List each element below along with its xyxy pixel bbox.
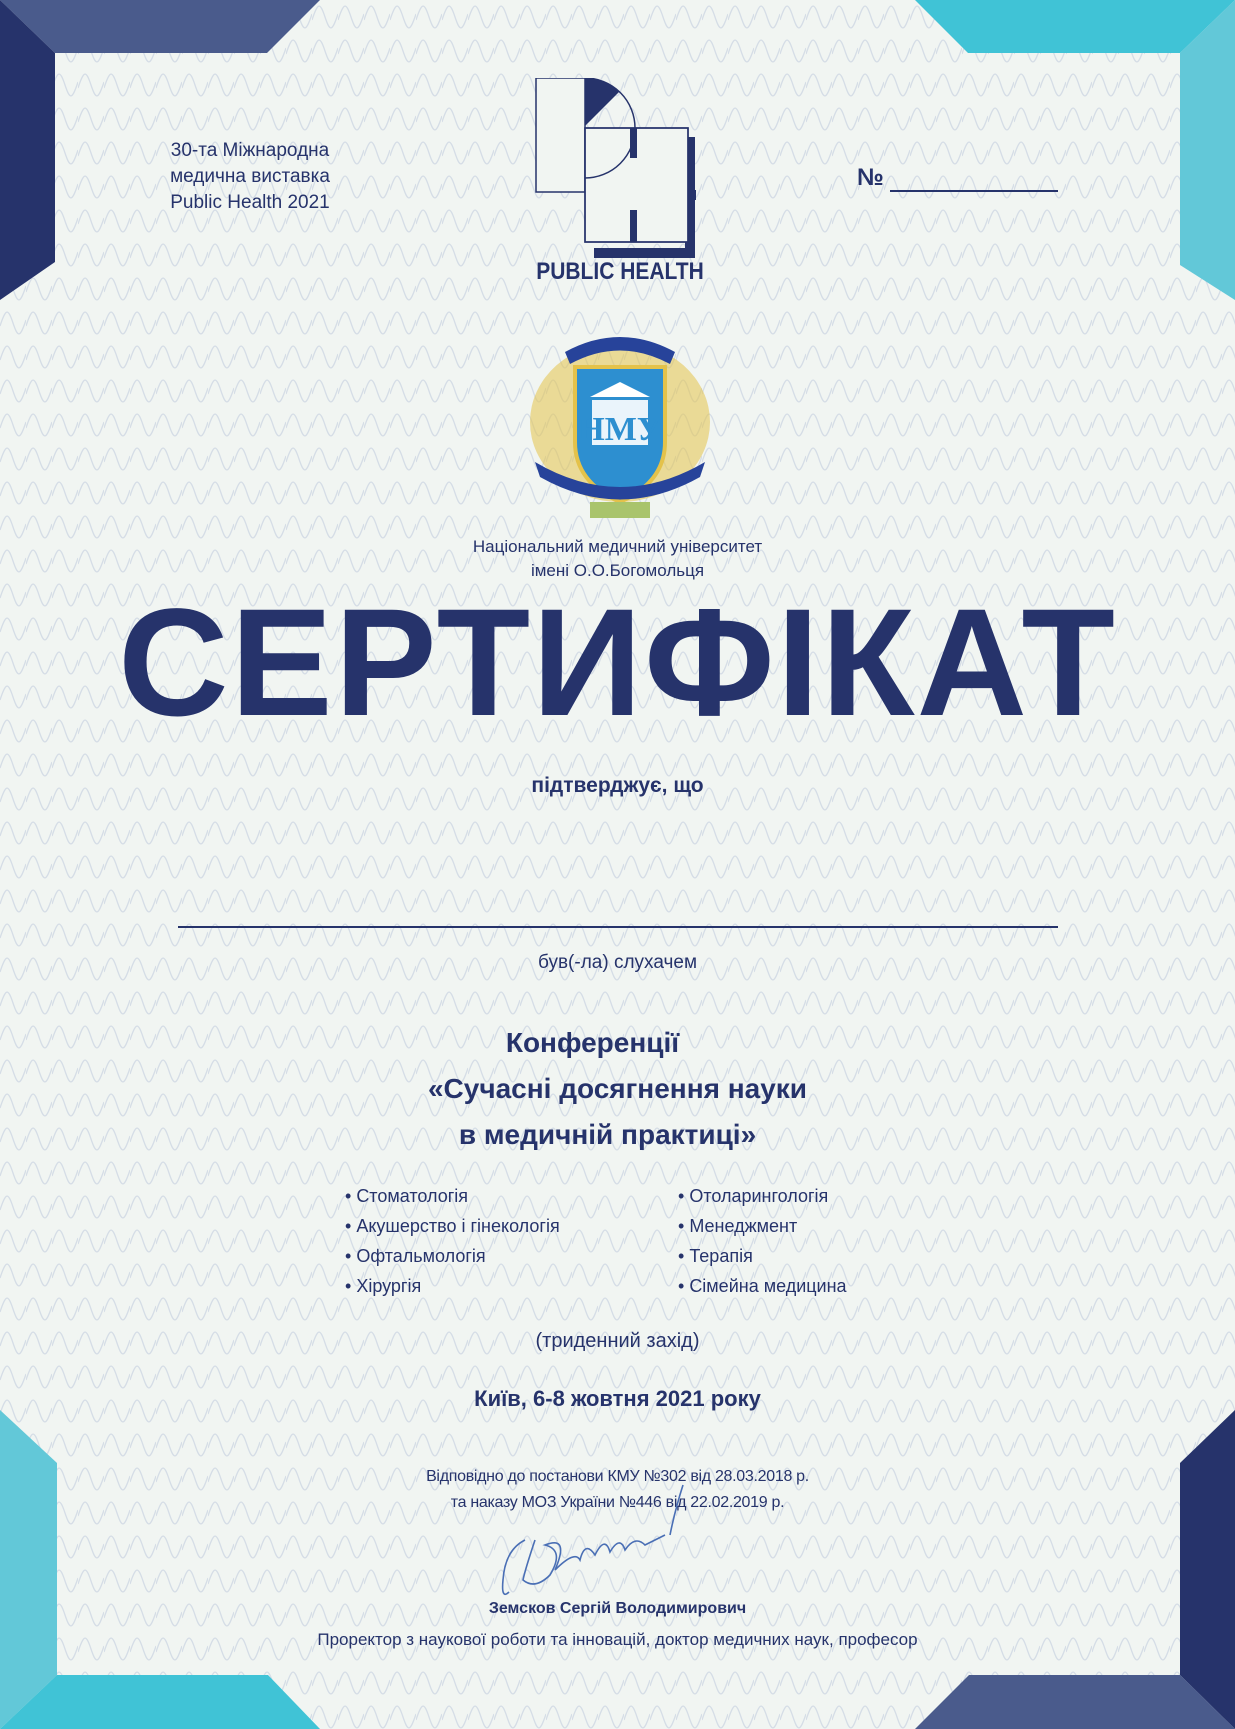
- regulation-line: Відповідно до постанови КМУ №302 від 28.03.2018 р.: [426, 1468, 809, 1485]
- university-name-line: Національний медичний університет: [472, 537, 763, 556]
- topic-item: • Сімейна медицина: [678, 1271, 847, 1301]
- signer-name: Земсков Сергій Володимирович: [488, 1600, 747, 1617]
- topic-item: • Акушерство і гінекологія: [345, 1211, 560, 1241]
- certificate-title: СЕРТИФІКАТ: [118, 577, 1117, 748]
- svg-text:НМУ: НМУ: [578, 411, 662, 448]
- conference-line: Конференції: [505, 1027, 680, 1058]
- university-name-line: імені О.О.Богомольця: [530, 561, 705, 580]
- event-line: Public Health 2021: [170, 192, 330, 213]
- public-health-logo: [535, 78, 705, 258]
- public-health-logo-text: PUBLIC HEALTH: [536, 258, 704, 285]
- signature: [495, 1480, 705, 1605]
- topic-item: • Офтальмологія: [345, 1241, 560, 1271]
- topic-item: • Стоматологія: [345, 1181, 560, 1211]
- event-info: [140, 138, 360, 216]
- certificate-number-line: [890, 190, 1058, 192]
- conference-line: «Сучасні досягнення науки: [427, 1073, 808, 1104]
- regulation-line: та наказу МОЗ України №446 від 22.02.2019 р.: [450, 1494, 785, 1511]
- place-date: Київ, 6-8 жовтня 2021 року: [474, 1386, 761, 1411]
- confirms-text: підтверджує, що: [531, 774, 704, 797]
- topics-left: [345, 1181, 560, 1301]
- topics-right: [678, 1181, 847, 1301]
- recipient-name-line: [178, 926, 1058, 928]
- topic-item: • Отоларингологія: [678, 1181, 847, 1211]
- duration-text: (триденний захід): [535, 1330, 700, 1352]
- conference-line: в медичній практиці»: [458, 1119, 757, 1150]
- topic-item: • Хірургія: [345, 1271, 560, 1301]
- event-line: 30-та Міжнародна: [170, 140, 330, 161]
- signer-position: Проректор з наукової роботи та інновацій, доктор медичних наук, професор: [317, 1630, 918, 1649]
- event-line: медична виставка: [170, 166, 330, 187]
- topic-item: • Терапія: [678, 1241, 847, 1271]
- certificate-number-label: №: [857, 164, 884, 191]
- university-emblem: [520, 322, 720, 522]
- university-name: [0, 535, 1235, 583]
- listener-text: був(-ла) слухачем: [537, 952, 698, 973]
- topic-item: • Менеджмент: [678, 1211, 847, 1241]
- conference-title: [0, 1020, 1235, 1158]
